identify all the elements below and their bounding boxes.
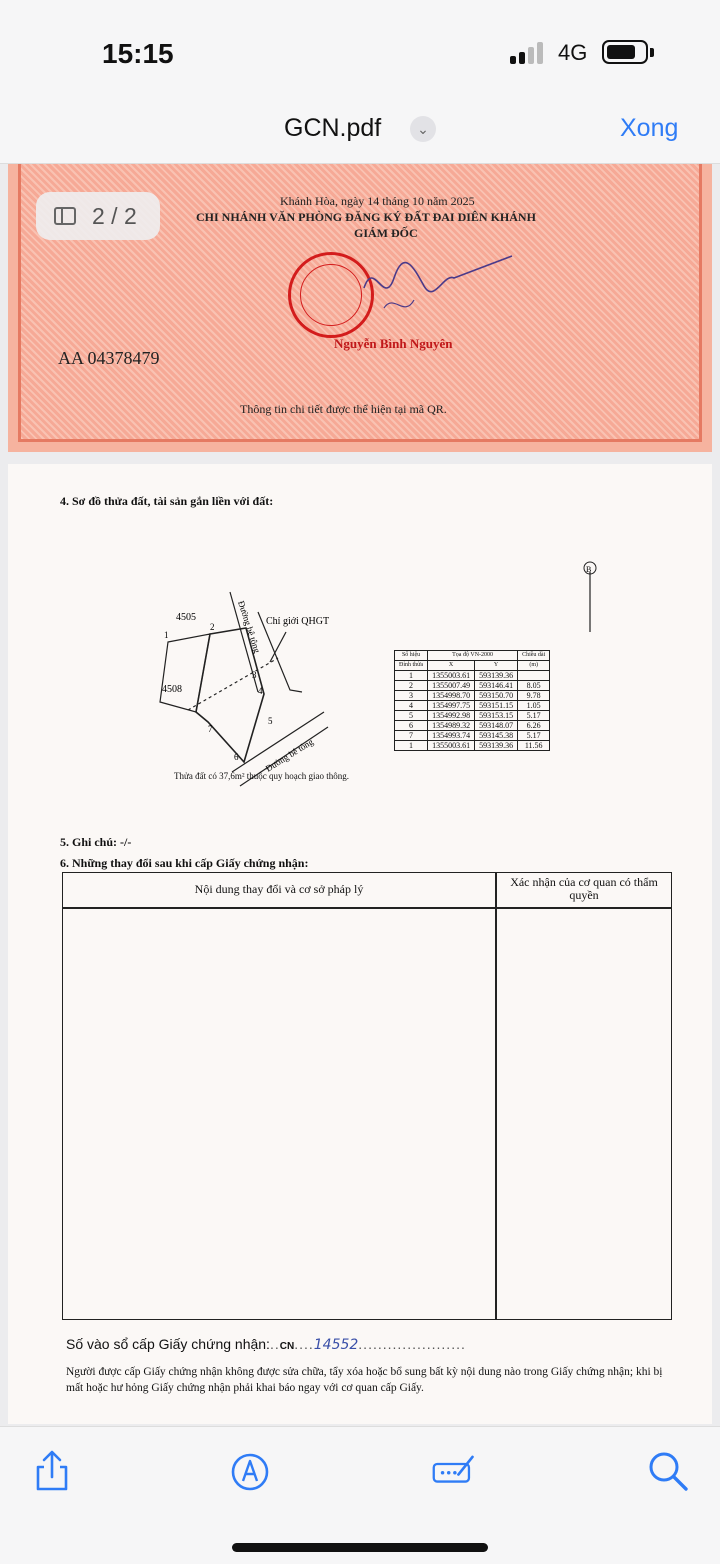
column-divider [495,873,497,1319]
col-unit: (m) [518,661,550,671]
col-length: Chiều dài [518,651,550,661]
table-row: 6 1354989.32 593148.07 6.26 [395,721,550,731]
table-row: 1 1355003.61 593139.36 11.56 [395,741,550,751]
battery-tip [650,48,654,57]
sketch-note: Thửa đất có 37,6m² thuộc quy hoạch giao thông. [174,771,350,781]
annotate-icon[interactable] [432,1449,476,1493]
vertex-2: 2 [210,622,215,632]
vertex-6: 6 [234,752,239,762]
parcel-4505: 4505 [176,612,196,623]
col-vertex: Đỉnh thửa [395,661,428,671]
table-row: 2 1355007.49 593146.41 8.05 [395,681,550,691]
table-row: 3 1354998.70 593150.70 9.78 [395,691,550,701]
table-row: 4 1354997.75 593151.15 1.05 [395,701,550,711]
signature [354,248,514,318]
table-row: 1 1355003.61 593139.36 [395,671,550,681]
road-label-vertical: Đường bê tông [236,599,263,655]
table-row: 7 1354993.74 593145.38 5.17 [395,731,550,741]
signer-role: GIÁM ĐỐC [354,226,418,240]
qr-note: Thông tin chi tiết được thể hiện tại mã QR. [240,402,447,416]
coordinate-table [394,650,550,751]
battery-icon [602,40,648,64]
navigation-bar [0,100,720,164]
vertex-1: 1 [164,630,169,640]
chevron-down-icon[interactable]: ⌄ [410,116,436,142]
page-number: 2 / 2 [92,203,137,229]
road-label-bottom: Đường bê tông [263,736,315,774]
share-icon[interactable] [30,1449,74,1493]
vertex-7: 7 [208,724,213,734]
boundary-label: Chỉ giới QHGT [266,616,330,627]
changes-content-header: Nội dung thay đổi và cơ sở pháp lý [194,882,364,896]
changes-confirm-header: Xác nhận của cơ quan có thẩm quyền [510,875,658,902]
clock: 15:15 [102,38,174,69]
register-prefix: CN [279,1341,295,1352]
network-type: 4G [558,40,588,65]
pdf-page-2 [8,464,712,1424]
table-row: 5 1354992.98 593153.15 5.17 [395,711,550,721]
page-indicator[interactable] [36,192,160,240]
sidebar-icon [54,207,76,225]
issuing-office: CHI NHÁNH VĂN PHÒNG ĐĂNG KÝ ĐẤT ĐAI DIÊN KHÁNH [196,210,536,224]
bottom-toolbar [0,1426,720,1564]
vertex-3: 3 [252,670,257,680]
register-label: Số vào sổ cấp Giấy chứng nhận: [66,1336,270,1352]
changes-table [62,872,672,1320]
pdf-viewer[interactable] [0,164,720,1426]
header-divider [63,907,671,909]
vertex-5: 5 [268,716,273,726]
parcel-4508: 4508 [162,684,182,695]
status-bar [0,0,720,100]
markup-icon[interactable] [228,1449,272,1493]
cellular-signal-icon [510,42,546,64]
register-number: 14552 [313,1337,359,1353]
col-x: X [428,661,475,671]
signer-name: Nguyễn Bình Nguyên [334,336,453,351]
col-point: Số hiệu [395,651,428,661]
section-4-title: 4. Sơ đồ thửa đất, tài sản gắn liền với đất: [60,494,274,508]
document-title[interactable]: GCN.pdf [284,114,382,142]
sign-date: Khánh Hòa, ngày 14 tháng 10 năm 2025 [280,194,475,208]
certificate-serial: AA 04378479 [58,348,160,368]
section-6-title: 6. Những thay đổi sau khi cấp Giấy chứng nhận: [60,856,309,870]
section-5-title: 5. Ghi chú: -/- [60,835,132,849]
holder-warning: Người được cấp Giấy chứng nhận không được sửa chữa, tẩy xóa hoặc bổ sung bất kỳ nội dung nào trong Giấy chứng nhận; khi bị mất hoặc hư hỏng Giấy chứng nhận phải khai báo ngay với cơ quan cấp Giấy. [66,1366,663,1394]
home-indicator[interactable] [232,1543,488,1552]
north-label: B [586,565,592,574]
vertex-4: 4 [258,686,263,696]
search-icon[interactable] [646,1449,690,1493]
col-y: Y [475,661,518,671]
register-number-line: Số vào sổ cấp Giấy chứng nhận:..CN....14552...................... [66,1336,466,1353]
col-coordinate-system: Tọa độ VN-2000 [428,651,518,661]
done-button[interactable]: Xong [620,114,679,142]
